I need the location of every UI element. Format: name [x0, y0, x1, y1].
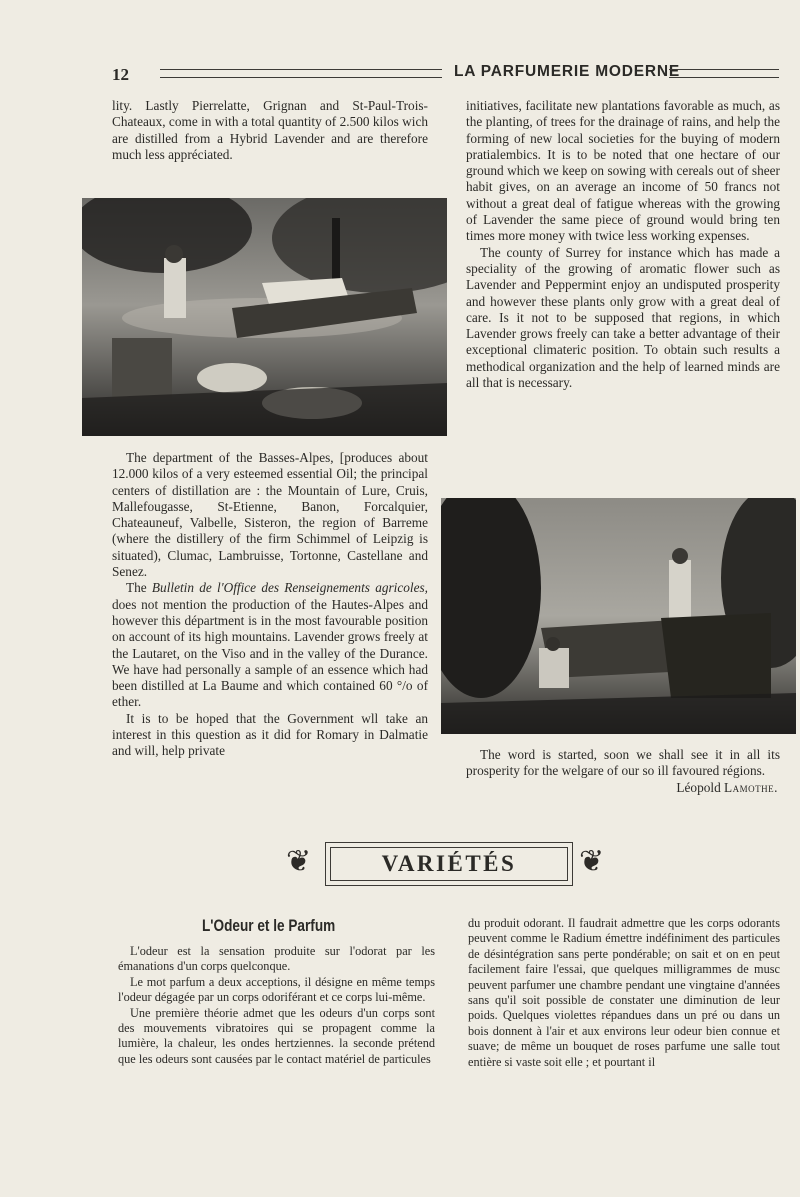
journal-title: LA PARFUMERIE MODERNE: [454, 63, 681, 80]
running-header: [112, 63, 780, 87]
photo-lavender-distillery-1: [82, 198, 447, 436]
article-paragraph: L'odeur est la sensation produite sur l'odorat par les émanations d'un corps quelconque.: [118, 944, 435, 974]
paragraph-continued: lity. Lastly Pierrelatte, Grignan and St-Paul-Trois-Chateaux, come in with a total quantity of 2.500 kilos wich are distilled from a Hybrid Lavender and are therefore much less appréciated.: [112, 98, 428, 162]
author-signature: Léopold Lamothe.: [676, 779, 778, 795]
column-2-top: [466, 98, 780, 391]
section-banner-frame: [330, 847, 568, 881]
column-1-top: [112, 98, 428, 163]
column-2-bottom: [466, 747, 780, 796]
article-paragraph: du produit odorant. Il faudrait admettre que les corps odorants peuvent comme le Radium émettre indéfiniment des particules de désintégration sans perte pondérable; on sait et on en peut facilement faire l'essai, que quelques milligrammes de musc peuvent parfumer une chambre pendant une vingtaine d'années sans qu'il soit possible de constater une diminution de leur poids. Quelques violettes répandues dans un pré ou dans un bois donnent à l'air et aux environs leur odeur bien connue et suave; de même un bouquet de roses parfume une salle tout entière si vaste soit elle ; et pourtant il: [468, 916, 780, 1069]
paragraph-initiatives: initiatives, facilitate new plantations favorable as much, as the planting, of trees for the drainage of rains, and help the forming of new local societies for the buying of modern pratialembics. It is to be noted that one hectare of our ground which we keep on sowing with cereals out of sheer habit gives, on an average an income of 50 francs not without a great deal of fatigue whereas with the growing of Lavender the same piece of ground would bring ten times more money with twice less working expenses.: [466, 98, 780, 244]
paragraph-bulletin: The Bulletin de l'Office des Renseignements agricoles, does not mention the production of the Hautes-Alpes and however this départment is in the most favourable position on account of its high mountains. Lavender grows freely at the Lautaret, on the Viso and in the valley of the Durance. We have had personally a sample of an essence which had been distilled at La Baume and which contained 60 °/o of ether.: [112, 580, 429, 710]
article-paragraph: Une première théorie admet que les odeurs d'un corps sont des mouvements vibratoires qui se propagent comme la lumière, la chaleur, les ondes hertziennes. la seconde prétend que les odeurs sont causées par le contact matériel de particules: [118, 1005, 435, 1066]
article-title: L'Odeur et le Parfum: [202, 916, 336, 935]
paragraph-basses-alpes: The department of the Basses-Alpes, [produces about 12.000 kilos of a very esteemed essential Oil; the principal centers of distillation are : the Mountain of Lure, Cruis, Mallefougasse, St-Etienne, Banon, Forcalquier, Chateauneuf, Valbelle, Sisteron, the region of Barreme (where the distillery of the firm Schimmel of Leipzig is situated), Clumac, Lambruisse, Tortonne, Castellane and Senez.: [112, 450, 428, 580]
photo-illustration: [82, 198, 447, 436]
fleuron-ornament-left-icon: ❦: [286, 845, 312, 878]
column-1-body: [112, 450, 428, 760]
bulletin-title: Bulletin de l'Office des Renseignements agricoles,: [151, 580, 429, 596]
article-paragraph: Le mot parfum a deux acceptions, il désigne en même temps l'odeur dégagée par un corps odoriférant et ce corps lui-même.: [118, 974, 435, 1005]
photo-lavender-distillery-2: [441, 498, 796, 734]
fleuron-ornament-right-icon: ❦: [579, 845, 605, 878]
photo-illustration: [441, 498, 796, 734]
section-title: VARIÉTÉS: [381, 851, 517, 876]
header-rule-left: [160, 69, 442, 78]
article-column-2: [468, 916, 780, 1070]
paragraph-government: It is to be hoped that the Government wll take an interest in this question as it did for Romary in Dalmatie and will, help private: [112, 710, 428, 759]
header-rule-right: [669, 69, 779, 78]
paragraph-surrey: The county of Surrey for instance which has made a speciality of the growing of aromatic flower such as Lavender and Peppermint enjoy an undisputed prosperity and however these plants only grow with a great deal of care. Is it not to be supposed that regions, in which Lavender grows freely can take a better advantage of their exceptional climateric position. To obtain such results a methodical organization and the help of learned minds are all that is necessary.: [466, 244, 780, 391]
section-banner: [325, 842, 573, 886]
page-number: 12: [112, 65, 129, 84]
paragraph-word-started: The word is started, soon we shall see it in all its prosperity for the welgare of our so ill favoured régions.: [466, 747, 780, 779]
article-column-1: [118, 944, 435, 1067]
